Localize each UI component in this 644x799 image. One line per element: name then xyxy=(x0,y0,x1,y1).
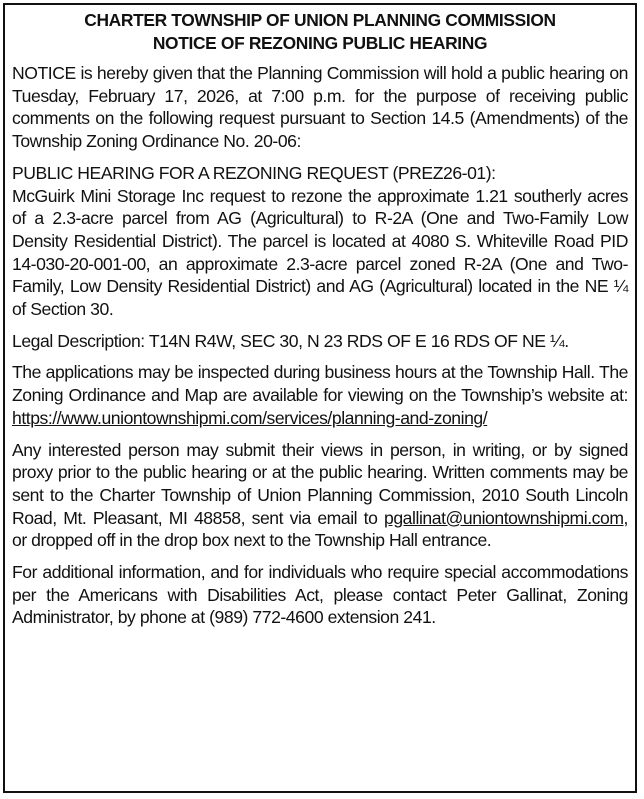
title-line-1: CHARTER TOWNSHIP OF UNION PLANNING COMMISSION xyxy=(84,10,556,30)
legal-description: Legal Description: T14N R4W, SEC 30, N 23 RDS OF E 16 RDS OF NE ¼. xyxy=(12,330,569,351)
inspection-paragraph xyxy=(12,361,628,429)
comments-text-before: Any interested person may submit their views in person, in writing, or by signed proxy prior to the public hearing or at the public hearing. Written comments may be sent to the Charter Township of Union Planning Commission, 2010 South Lincoln Road, Mt. Pleasant, MI 48858, sent via email to xyxy=(12,439,628,528)
request-heading: PUBLIC HEARING FOR A REZONING REQUEST (PREZ26-01): xyxy=(12,162,496,183)
notice-title xyxy=(12,9,628,54)
comments-paragraph xyxy=(12,439,628,553)
inspection-text: The applications may be inspected during business hours at the Township Hall. The Zoning Ordinance and Map are available for viewing on the Township’s website at: xyxy=(12,362,628,406)
request-body: McGuirk Mini Storage Inc request to rezone the approximate 1.21 southerly acres of a 2.3-acre parcel from AG (Agricultural) to R-2A (One and Two-Family Low Density Residential District). The parcel is located at 4080 S. Whiteville Road PID 14-030-20-001-00, an approximate 2.3-acre parcel zoned R-2A (One and Two-Family, Low Density Residential District) and AG (Agricultural) located in the NE ¼ of Section 30. xyxy=(12,185,628,320)
title-line-2: NOTICE OF REZONING PUBLIC HEARING xyxy=(152,32,488,53)
website-link[interactable]: https://www.uniontownshipmi.com/services/planning-and-zoning/ xyxy=(12,407,488,428)
intro-paragraph: NOTICE is hereby given that the Planning Commission will hold a public hearing on Tuesday, February 17, 2026, at 7:00 p.m. for the purpose of receiving public comments on the following request pursuant to Section 14.5 (Amendments) of the Township Zoning Ordinance No. 20-06: xyxy=(12,63,628,152)
request-section xyxy=(12,162,628,321)
comments-text-after: , or dropped off in the drop box next to the Township Hall entrance. xyxy=(12,507,628,551)
email-link[interactable]: pgallinat@uniontownshipmi.com xyxy=(384,507,624,528)
contact-paragraph: For additional information, and for individuals who require special accommodations per the Americans with Disabilities Act, please contact Peter Gallinat, Zoning Administrator, by phone at (989) 772-4600 extension 241. xyxy=(12,562,628,628)
public-notice xyxy=(3,3,637,793)
